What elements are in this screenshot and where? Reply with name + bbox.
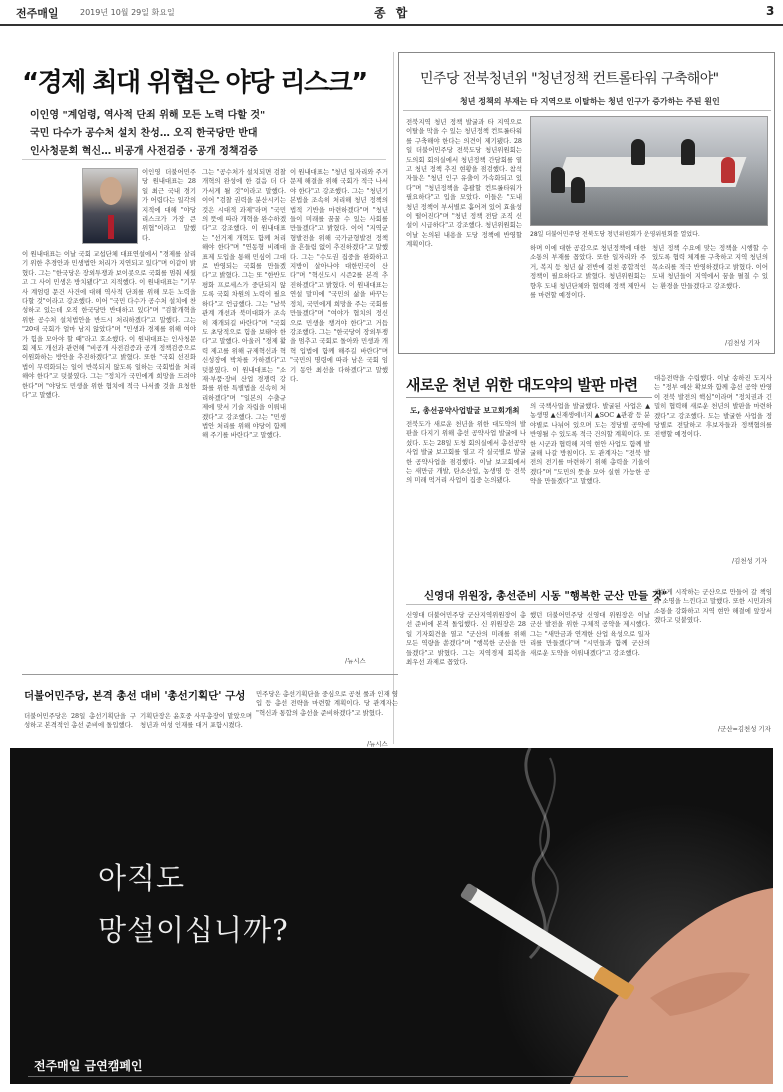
article2-byline: /김천성 기자 bbox=[725, 339, 761, 347]
article1-column-2: 그는 "공수처가 설치되면 검찰개혁의 완성에 한 걸음 더 다가서게 될 것"이라고 말했다. 이어 "검찰 권력을 분산시키는 것은 시대적 과제"라며 "국민의 뜻에 따라 개혁을 완수하겠다"고 강조했다. 이 원내대표는 "선거제 개혁도 함께 처리해야 한다"며 "연동형 비례대표제 도입을 통해 민심이 그대로 반영되는 국회를 만들겠다"고 밝혔다. 그는 또 "한반도 평화 프로세스가 중단되지 않도록 국회 차원의 노력이 필요하다"고 언급했다. 그는 "남북관계 개선과 북미대화가 조속히 재개되길 바란다"며 "국회도 초당적으로 힘을 보태야 한다"고 말했다. 아울러 "경제 활력 제고를 위해 규제혁신과 혁신성장에 박차를 가하겠다"고 덧붙였다. 이 원내대표는 "소재·부품·장비 산업 경쟁력 강화를 위한 특별법을 신속히 처리하겠다"며 "일본의 수출규제에 맞서 기술 자립을 이뤄내겠다"고 강조했다. 그는 "민생 법안 처리를 위해 야당이 함께 해 주기를 바란다"고 말했다. bbox=[202, 168, 286, 440]
photo-caption: 28일 더불어민주당 전북도당 청년위원회가 운영위원회를 열었다. bbox=[530, 231, 700, 238]
article1-subhead-3: 인사청문회 혁신… 비공개 사전검증 · 공개 정책검증 bbox=[30, 146, 258, 157]
section-name: 종 합 bbox=[374, 6, 411, 20]
article4-title: 신영대 위원장, 총선준비 시동 "행복한 군산 만들 것" bbox=[424, 590, 668, 602]
portrait-photo bbox=[82, 168, 138, 244]
article4-byline: /군산=김천성 기자 bbox=[718, 725, 771, 733]
article3-column-2: 의 국책사업을 발굴했다. 발굴된 사업은 ▲농생명 ▲신재생에너지 ▲SOC ▲관광 등 분야별로 나뉘어 있으며 도는 정당별 공약에 반영될 수 있도록 적극 건의할 계획이다. 또한 시군과 협력해 지역 현안 사업도 함께 발굴해 나갈 방침이다. 도 관계자는 "전북 발전의 전기를 마련하기 위해 총력을 기울이겠다"며 "도민의 뜻을 모아 실현 가능한 공약을 만들겠다"고 말했다. bbox=[530, 402, 650, 486]
article2-title: 민주당 전북청년위 "청년정책 컨트롤타워 구축해야" bbox=[420, 71, 719, 87]
article1-lead: 이인영 더불어민주당 원내대표는 28일 최근 국내 경기가 어렵다는 일각의 지적에 대해 "야당 리스크가 가장 큰 위협"이라고 말했다. bbox=[142, 168, 196, 242]
portrait-tie bbox=[108, 215, 114, 239]
meeting-photo bbox=[530, 116, 768, 226]
article2-column-1: 전북지역 청년 정책 발굴과 타 지역으로 이탈을 막을 수 있는 청년정책 컨트롤타워를 구축해야 한다는 의견이 제기됐다. 28일 더불어민주당 전북도당 청년위원회는 도의회 회의실에서 청년정책 간담회를 열고 청년 정책 추진 현황을 점검했다. 참석자들은 "청년 인구 유출이 가속화되고 있다"며 "청년정책을 총괄할 컨트롤타워가 필요하다"고 입을 모았다. 이들은 "도내 청년 정책이 부서별로 흩어져 있어 효율성이 떨어진다"며 "청년 정책 전담 조직 신설이 시급하다"고 강조했다. 청년위원회는 이날 논의된 내용을 도당 정책에 반영할 계획이다. bbox=[406, 118, 522, 249]
article5-byline: /뉴시스 bbox=[367, 740, 388, 748]
article5-title: 더불어민주당, 본격 총선 대비 '총선기획단' 구성 bbox=[24, 690, 246, 702]
ad-headline-line-2: 망설이십니까? bbox=[98, 913, 289, 947]
issue-date: 2019년 10월 29일 화요일 bbox=[80, 8, 175, 17]
article2-column-2: 하며 이에 대한 공감으로 청년정책에 대한 소통의 부재를 꼽았다. 또한 일자리와 주거, 복지 등 청년 삶 전반에 걸친 종합적인 정책이 필요하다고 밝혔다. 청년위원회는 향후 도내 청년단체와 협력해 정책 제안서를 마련할 예정이다. bbox=[530, 244, 646, 300]
article5-column-1: 더불어민주당은 28일 총선기획단을 구성하고 본격적인 총선 준비에 돌입했다. bbox=[24, 712, 136, 730]
divider bbox=[406, 604, 652, 605]
page-header bbox=[0, 0, 783, 26]
photo-person bbox=[721, 157, 735, 183]
ad-campaign-name: 전주매일 금연캠페인 bbox=[34, 1059, 143, 1073]
article3-title: 새로운 천년 위한 대도약의 발판 마련 bbox=[406, 376, 638, 394]
article3-column-3: 대응전략을 수립했다. 이날 송하진 도지사는 "정부 예산 확보와 함께 총선 공약 반영이 전북 발전의 핵심"이라며 "정치권과 긴밀히 협력해 새로운 천년의 발판을 마련하겠다"고 강조했다. 도는 발굴한 사업을 정당별로 전달하고 후보자들과 정책협의를 진행할 예정이다. bbox=[654, 374, 772, 439]
article3-column-1: 전북도가 새로운 천년을 위한 대도약의 발판을 다지기 위해 총선 공약사업 발굴에 나섰다. 도는 28일 도청 회의실에서 총선공약사업 발굴 보고회를 열고 각 실국별로 발굴한 공약사업을 점검했다. 이날 보고회에서는 새만금 개발, 탄소산업, 농생명 등 전북의 미래 먹거리 사업이 집중 논의됐다. bbox=[406, 420, 526, 485]
article5-column-3: 민주당은 총선기획단을 중심으로 공천 룰과 인재 영입 등 총선 전략을 마련할 계획이다. 당 관계자는 "혁신과 통합의 총선을 준비하겠다"고 밝혔다. bbox=[256, 690, 398, 717]
divider bbox=[403, 110, 771, 111]
article4-column-3: 새롭게 시작하는 군산으로 만들어 갈 책임과 소명을 느낀다고 말했다. 또한 시민과의 소통을 강화하고 지역 현안 해결에 앞장서겠다고 덧붙였다. bbox=[654, 588, 772, 625]
article1-subhead-1: 이인영 "계엄령, 역사적 단죄 위해 모든 노력 다할 것" bbox=[30, 110, 266, 121]
article5-column-2: 기획단장은 윤호중 사무총장이 맡았으며 청년과 여성 인재를 대거 포함시켰다. bbox=[140, 712, 252, 730]
divider bbox=[28, 1076, 628, 1077]
article3-byline: /김천성 기자 bbox=[732, 557, 768, 565]
article1-column-3: 이 원내대표는 "청년 일자리와 주거 문제 해결을 위해 국회가 적극 나서야 한다"고 강조했다. 그는 "청년기본법을 조속히 처리해 청년 정책의 법적 기반을 마련하겠다"며 "청년들이 미래를 꿈꿀 수 있는 사회를 만들겠다"고 밝혔다. 이어 "지역균형발전을 위해 국가균형발전 정책을 흔들림 없이 추진하겠다"고 말했다. 그는 "수도권 집중을 완화하고 지방이 살아나야 대한민국이 산다"며 "혁신도시 시즌2를 본격 추진하겠다"고 밝혔다. 이 원내대표는 연설 말미에 "국민의 삶을 바꾸는 정치, 국민에게 희망을 주는 국회를 만들겠다"며 "여야가 협치의 정신으로 민생을 챙겨야 한다"고 거듭 강조했다. 그는 "한국당이 장외투쟁을 멈추고 국회로 돌아와 민생과 개혁 입법에 함께 해주길 바란다"며 "국민의 명령에 따라 남은 국회 임기 동안 최선을 다하겠다"고 말했다. bbox=[290, 168, 388, 383]
page-number: 3 bbox=[766, 4, 775, 18]
article1-column-1: 이 원내대표는 이날 국회 교섭단체 대표연설에서 "경제를 살리기 위한 추경안과 민생법안 처리가 지연되고 있다"며 이같이 밝혔다. 그는 "한국당은 장외투쟁과 보이콧으로 국회를 멈춰 세웠고 그 사이 민생은 방치됐다"고 지적했다. 이 원내대표는 "기무사 계엄령 문건 사건에 대해 역사적 단죄를 위해 모든 노력을 다할 것"이라고 강조했다. 이어 "국민 다수가 공수처 설치에 찬성하고 있는데 오직 한국당만 반대하고 있다"며 "검찰개혁을 위한 공수처 설치법안을 반드시 처리하겠다"고 말했다. 그는 "20대 국회가 얼마 남지 않았다"며 "민생과 경제를 위해 여야가 힘을 모아야 할 때"라고 호소했다. 이 원내대표는 인사청문회 제도 개선과 관련해 "비공개 사전검증과 공개 정책검증으로 이원화하는 방안을 추진하겠다"고 밝혔다. 또한 "국회 선진화법이 무력화되는 일이 반복되지 않도록 일하는 국회법을 처리해야 한다"고 덧붙였다. 그는 "정치가 국민에게 희망을 드려야 한다"며 "야당도 민생을 위한 협치에 적극 나서줄 것을 요청한다"고 말했다. bbox=[22, 250, 196, 400]
article3-subtitle: 도, 총선공약사업발굴 보고회개최 bbox=[410, 406, 520, 415]
article1-subhead-2: 국민 다수가 공수처 설치 찬성… 오직 한국당만 반대 bbox=[30, 128, 258, 139]
article4-column-2: 했던 더불어민주당 신영대 위원장은 이날 군산 발전을 위한 구체적 공약을 제시했다. 그는 "새만금과 연계한 산업 육성으로 일자리를 만들겠다"며 "시민들과 함께 군산의 새로운 도약을 이뤄내겠다"고 강조했다. bbox=[530, 611, 650, 657]
article2-subtitle: 청년 정책의 부재는 타 지역으로 이탈하는 청년 인구가 증가하는 주된 원인 bbox=[460, 97, 720, 106]
newspaper-name: 전주매일 bbox=[16, 7, 59, 20]
portrait-head bbox=[100, 177, 122, 205]
column-divider bbox=[393, 52, 394, 744]
divider bbox=[22, 674, 398, 675]
article1-headline: “경제 최대 위협은 야당 리스크” bbox=[22, 68, 367, 98]
divider bbox=[406, 397, 652, 398]
photo-person bbox=[631, 139, 645, 165]
ad-headline-line-1: 아직도 bbox=[98, 861, 186, 895]
photo-person bbox=[551, 167, 565, 193]
article4-column-1: 신영대 더불어민주당 군산지역위원장이 총선 준비에 본격 돌입했다. 신 위원장은 28일 기자회견을 열고 "군산의 미래를 위해 모든 역량을 쏟겠다"며 "행복한 군산을 만들겠다"고 밝혔다. 그는 지역경제 회복을 최우선 과제로 꼽았다. bbox=[406, 611, 526, 667]
photo-person bbox=[571, 177, 585, 203]
article1-byline: /뉴시스 bbox=[345, 657, 366, 665]
anti-smoking-ad bbox=[10, 748, 773, 1084]
photo-person bbox=[681, 139, 695, 165]
divider bbox=[22, 159, 386, 160]
article2-column-3: 청년 정책 수요에 맞는 정책을 시행할 수 있도록 협력 체계를 구축하고 지역 청년의 목소리를 적극 반영하겠다고 밝혔다. 이어 도내 청년들이 지역에서 꿈을 펼칠 수 있는 환경을 만들겠다고 강조했다. bbox=[652, 244, 768, 290]
